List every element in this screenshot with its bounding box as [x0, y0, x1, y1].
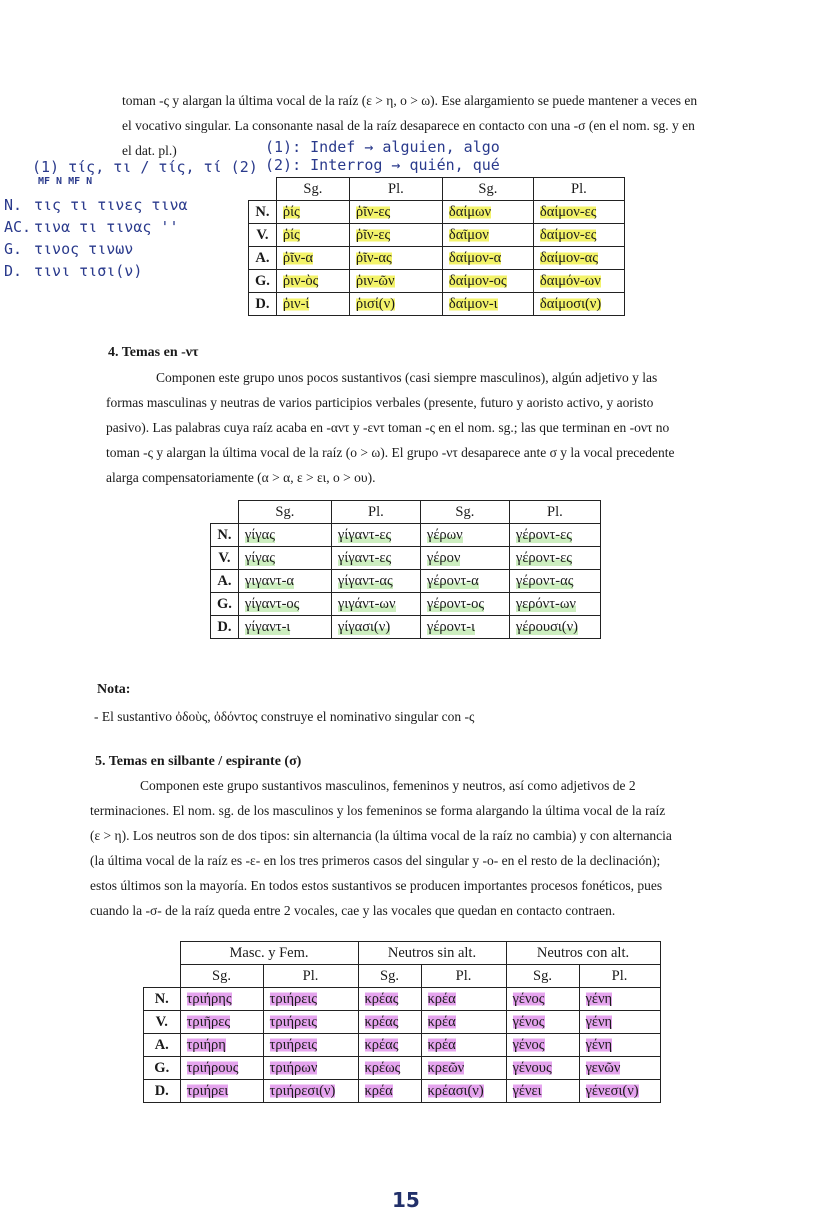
table-cell: γέροντ-ας: [515, 572, 574, 589]
table-cell: ῥῖν-ες: [355, 226, 391, 243]
table-cell: γέρον: [426, 549, 461, 566]
table-header-cell: Pl.: [421, 965, 506, 988]
table-cell: γίγαντ-ι: [244, 618, 291, 635]
table-cell: γιγαντ-α: [244, 572, 295, 589]
gigas-geron-table: [210, 500, 601, 639]
table-cell: ῥῖν-ας: [355, 249, 392, 266]
table-row: [249, 224, 625, 247]
table-cell: κρέας: [364, 990, 399, 1007]
table-cell: ῥῖν-α: [282, 249, 314, 266]
table-cell: κρέως: [364, 1059, 401, 1076]
table-cell: γένους: [512, 1059, 552, 1076]
table-cell: κρέασι(ν): [427, 1082, 484, 1099]
table-cell: ῥιν-ῶν: [355, 272, 395, 289]
table-group-row: [144, 942, 661, 965]
table-cell: γίγας: [244, 549, 275, 566]
table-cell: ῥίς: [282, 226, 300, 243]
table-cell: γέροντ-ι: [426, 618, 476, 635]
paragraph-line: toman -ς y alargan la última vocal de la raíz (ο > ω). El grupo -ντ desaparece ante σ y la vocal precedente: [106, 445, 675, 460]
table-row: [144, 988, 661, 1011]
table-cell: γένει: [512, 1082, 542, 1099]
table-cell: τριήρεις: [269, 1036, 318, 1053]
hw-row: D. τινι τισι(ν): [4, 262, 143, 280]
table-cell: γέροντ-ος: [426, 595, 485, 612]
case-label: N.: [144, 988, 181, 1011]
table-cell: τριήρεις: [269, 990, 318, 1007]
intro-line: toman -ς y alargan la última vocal de la raíz (ε > η, ο > ω). Ese alargamiento se puede mantener a veces en: [122, 93, 698, 108]
table-cell: ῥιν-ὸς: [282, 272, 319, 289]
table-cell: γέρουσι(ν): [515, 618, 578, 635]
case-label: G.: [211, 593, 239, 616]
table-cell: κρέας: [364, 1013, 399, 1030]
case-label: V.: [144, 1011, 181, 1034]
table-cell: γέροντ-ες: [515, 526, 572, 543]
table-row: [249, 270, 625, 293]
paragraph-line: pasivo). Las palabras cuya raíz acaba en -αντ y -εντ toman -ς en el nom. sg.; las que terminan en -οντ no: [106, 420, 670, 435]
table-cell: γίγαντ-ες: [337, 526, 392, 543]
table-cell: τριήρει: [186, 1082, 229, 1099]
table-cell: γίγαντ-ας: [337, 572, 393, 589]
section-5-title: 5. Temas en silbante / espirante (σ): [95, 754, 302, 769]
table-cell: κρεῶν: [427, 1059, 465, 1076]
case-label: N.: [211, 524, 239, 547]
case-label: D.: [249, 293, 277, 316]
nota-title: Nota:: [97, 682, 131, 697]
table-row: [211, 547, 601, 570]
table-cell: κρέα: [427, 1013, 456, 1030]
paragraph-line: terminaciones. El nom. sg. de los masculinos y los femeninos se forma alargando la última vocal de la raíz: [90, 803, 666, 818]
handwritten-note-interrog: (2): Interrog → quién, qué: [265, 156, 500, 174]
table-cell: δαίμον-ι: [448, 295, 498, 312]
table-cell: γένη: [585, 990, 613, 1007]
table-cell: ῥίς: [282, 203, 300, 220]
table-row: [144, 1080, 661, 1103]
table-cell: κρέας: [364, 1036, 399, 1053]
table-cell: γιγάντ-ων: [337, 595, 396, 612]
table-cell: γίγαντ-ες: [337, 549, 392, 566]
table-cell: κρέα: [427, 1036, 456, 1053]
table-header-cell: Pl.: [579, 965, 660, 988]
table-header-cell: Pl.: [349, 178, 442, 201]
paragraph-line: estos últimos son la mayoría. En todos estos sustantivos se producen importantes procesos fonéticos, pues: [90, 878, 663, 893]
intro-line: el dat. pl.): [122, 143, 177, 158]
table-header-cell: Pl.: [331, 501, 420, 524]
table-header-cell: Sg.: [506, 965, 579, 988]
hw-row: G. τινος τινων: [4, 240, 134, 258]
handwritten-gender-labels: MF N MF N: [38, 176, 93, 187]
table-row: [249, 247, 625, 270]
table-header-cell: Sg.: [358, 965, 421, 988]
table-header-cell: Pl.: [533, 178, 624, 201]
case-label: V.: [211, 547, 239, 570]
table-cell: γίγασι(ν): [337, 618, 391, 635]
table-cell: δαιμόν-ων: [539, 272, 601, 289]
case-label: G.: [249, 270, 277, 293]
paragraph-line: formas masculinas y neutras de varios participios verbales (presente, futuro y aoristo activo, y aoristo: [106, 395, 654, 410]
table-row: [211, 570, 601, 593]
nota-text: - El sustantivo ὀδοὺς, ὀδόντος construye el nominativo singular con -ς: [94, 709, 475, 724]
table-cell: γένος: [512, 990, 545, 1007]
table-row: [144, 1011, 661, 1034]
table-row: [144, 1034, 661, 1057]
table-cell: δαίμων: [448, 203, 492, 220]
table-cell: ῥιν-ί: [282, 295, 310, 312]
handwritten-note-indef: (1): Indef → alguien, algo: [265, 138, 500, 156]
case-label: G.: [144, 1057, 181, 1080]
table-cell: γένος: [512, 1036, 545, 1053]
table-row: [249, 201, 625, 224]
table-cell: γέροντ-α: [426, 572, 479, 589]
table-cell: τριήρων: [269, 1059, 318, 1076]
table-cell: δαίμον-ες: [539, 203, 597, 220]
table-cell: δαίμον-ας: [539, 249, 598, 266]
section-4-paragraph: [106, 365, 718, 490]
table-header-cell: Pl.: [263, 965, 358, 988]
table-header-cell: Sg.: [420, 501, 509, 524]
table-header-cell: Sg.: [238, 501, 331, 524]
table-cell: τριήρεις: [269, 1013, 318, 1030]
table-cell: κρέα: [427, 990, 456, 1007]
hw-row: N. τις τι τινες τινα: [4, 196, 188, 214]
section-4-title: 4. Temas en -ντ: [108, 345, 199, 360]
table-cell: ῥῖν-ες: [355, 203, 391, 220]
paragraph-line: (ε > η). Los neutros son de dos tipos: sin alternancia (la última vocal de la raíz no cambia) y con alternancia: [90, 828, 672, 843]
rhis-daimon-table: [248, 177, 625, 316]
table-header-cell: Sg.: [442, 178, 533, 201]
paragraph-line: (la última vocal de la raíz es -ε- en los tres primeros casos del singular y -ο- en el resto de la declinación);: [90, 853, 661, 868]
table-row: [211, 524, 601, 547]
table-cell: γένος: [512, 1013, 545, 1030]
table-cell: τριήρη: [186, 1036, 226, 1053]
table-cell: γέροντ-ες: [515, 549, 572, 566]
table-header-cell: Sg.: [180, 965, 263, 988]
table-group-header: Masc. y Fem.: [180, 942, 358, 965]
table-cell: γένεσι(ν): [585, 1082, 639, 1099]
case-label: V.: [249, 224, 277, 247]
paragraph-line: alarga compensatoriamente (α > α, ε > ει, ο > ου).: [106, 470, 376, 485]
table-header-cell: Pl.: [509, 501, 600, 524]
table-row: [211, 593, 601, 616]
page-number: 15: [392, 1188, 420, 1212]
handwritten-tis-heading: (1) τίς, τι / τίς, τί (2): [32, 158, 258, 176]
handwritten-tis-declension: [4, 194, 188, 282]
table-cell: γενῶν: [585, 1059, 621, 1076]
table-group-header: Neutros con alt.: [506, 942, 660, 965]
intro-line: el vocativo singular. La consonante nasal de la raíz desaparece en contacto con una -σ (en el nom. sg. y en: [122, 118, 695, 133]
table-row: [211, 616, 601, 639]
table-cell: τριήρεσι(ν): [269, 1082, 336, 1099]
table-cell: γένη: [585, 1013, 613, 1030]
table-cell: δαίμοσι(ν): [539, 295, 602, 312]
table-cell: δαίμον-α: [448, 249, 502, 266]
case-label: N.: [249, 201, 277, 224]
table-row: [144, 1057, 661, 1080]
hw-row: AC. τινα τι τινας '': [4, 218, 179, 236]
case-label: D.: [211, 616, 239, 639]
table-cell: γέρων: [426, 526, 463, 543]
section-5-paragraph: [90, 773, 720, 923]
table-group-header: Neutros sin alt.: [358, 942, 506, 965]
paragraph-line: cuando la -σ- de la raíz queda entre 2 vocales, cae y las vocales que quedan en contacto contraen.: [90, 903, 616, 918]
table-cell: τριήρης: [186, 990, 232, 1007]
case-label: A.: [144, 1034, 181, 1057]
paragraph-line: Componen este grupo unos pocos sustantivos (casi siempre masculinos), algún adjetivo y las: [156, 370, 658, 385]
table-cell: δαίμον-ες: [539, 226, 597, 243]
table-header-row: [211, 501, 601, 524]
table-cell: γίγας: [244, 526, 275, 543]
table-cell: γίγαντ-ος: [244, 595, 300, 612]
table-header-row: [144, 965, 661, 988]
table-cell: κρέα: [364, 1082, 393, 1099]
sibilant-stems-table: [143, 941, 661, 1103]
table-header-row: [249, 178, 625, 201]
table-cell: τριῆρες: [186, 1013, 231, 1030]
case-label: D.: [144, 1080, 181, 1103]
table-header-cell: Sg.: [276, 178, 349, 201]
table-cell: τριήρους: [186, 1059, 239, 1076]
table-cell: γερόντ-ων: [515, 595, 576, 612]
table-cell: δαῖμον: [448, 226, 489, 243]
case-label: A.: [249, 247, 277, 270]
paragraph-line: Componen este grupo sustantivos masculinos, femeninos y neutros, así como adjetivos de 2: [140, 778, 636, 793]
table-cell: ῥισί(ν): [355, 295, 395, 312]
table-row: [249, 293, 625, 316]
table-cell: δαίμον-ος: [448, 272, 507, 289]
case-label: A.: [211, 570, 239, 593]
table-cell: γένη: [585, 1036, 613, 1053]
